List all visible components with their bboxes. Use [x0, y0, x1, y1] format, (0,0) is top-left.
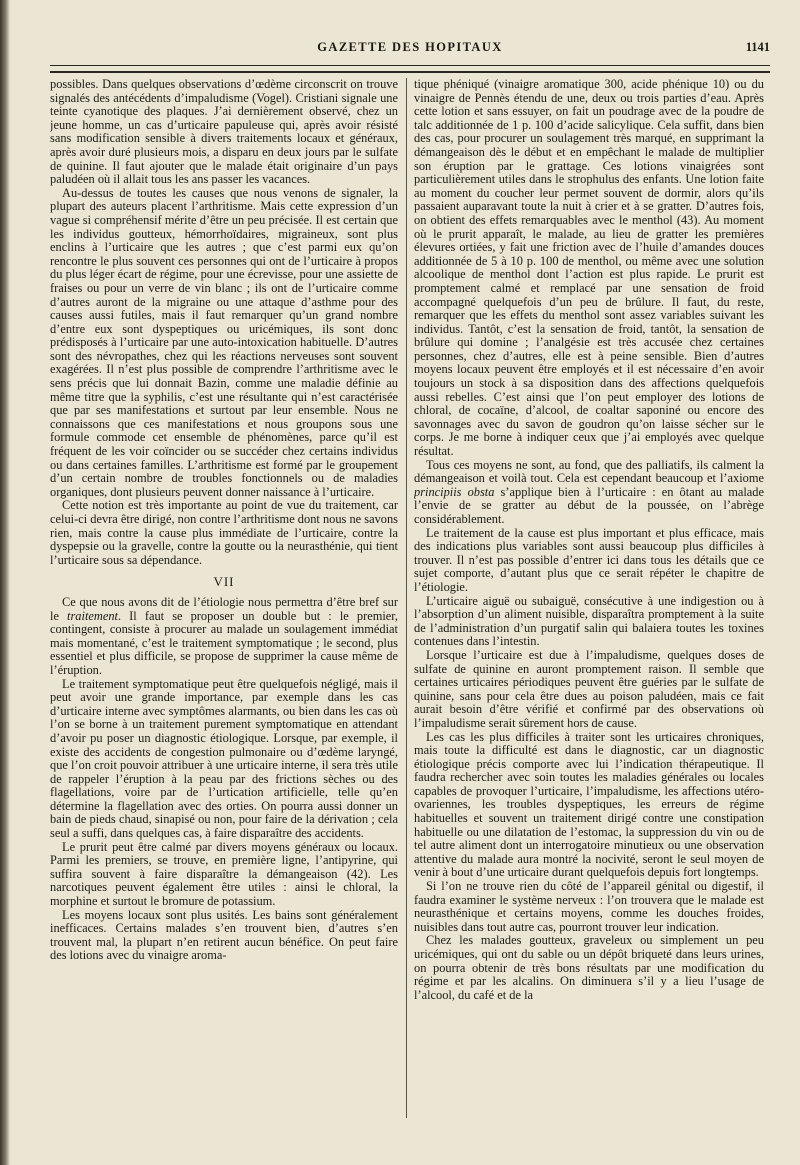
header-rule-thin [50, 65, 770, 66]
paragraph: Le traitement de la cause est plus important et plus efficace, mais des indications plus variables sont aussi beaucoup plus difficiles à trouver. Il n’est pas possible d’entrer ici dans tous les détails que ce sujet comporte, d’autant plus que ce serait répéter le chapitre de l’étiologie. [414, 525, 764, 594]
paragraph: Les cas les plus difficiles à traiter sont les urticaires chroniques, mais toute la difficulté est dans le diagnostic, car un diagnostic étiologique précis comporte avec lui l’indication thérapeutique. Il faudra rechercher avec soin toutes les maladies générales ou locales capables de provoquer l’urticaire, l’impaludisme, les affections utéro-ovariennes, les troubles dyspeptiques, les erreurs de régime habituelles et souvent un traitement dirigé contre une constipation habituelle ou une dilatation de l’estomac, la suppression du vin ou de tel autre aliment dont un interrogatoire minutieux ou une observation attentive du malade aura montré la nocivité, seront le seul moyen de venir à bout d’une urticaire durant quelquefois depuis fort longtemps. [414, 729, 764, 880]
paragraph: Lorsque l’urticaire est due à l’impaludisme, quelques doses de sulfate de quinine en auront promptement raison. Il semble que certaines urticaires périodiques peuvent être guéries par le sulfate de quinine, sans pour cela être dues au poison paludéen, mais ce fait aurait besoin d’être vérifié et confirmé par des observations où l’impaludisme serait sûrement hors de cause. [414, 647, 764, 730]
paragraph: Chez les malades goutteux, graveleux ou simplement un peu uricémiques, qui ont du sable ou un dépôt briqueté dans leurs urines, on pourra obtenir de très bons résultats par une modification du régime et par les alcalins. On diminuera s’il y a lieu l’usage de l’alcool, du café et de la [414, 933, 764, 1002]
page-number: 1141 [745, 40, 770, 54]
paragraph: tique phéniqué (vinaigre aromatique 300, acide phénique 10) ou du vinaigre de Pennès étendu de une, deux ou trois parties d’eau. Après cette lotion et sans essuyer, on fait un poudrage avec de la poudre de talc additionnée de 1 p. 100 d’acide salicylique. Cela suffit, dans bien des cas, pour procurer un soulagement très marqué, en supprimant la démangeaison dès le début et en empêchant le malade de multiplier son éruption par le grattage. Ces lotions vinaigrées sont particulièrement utiles dans le strophulus des enfants. Une lotion faite au moment du coucher leur permet souvent de dormir, alors qu’ils passaient auparavant toute la nuit à crier et à se gratter. D’autres fois, on obtient des effets remarquables avec le menthol (43). Au moment où le prurit apparaît, le malade, au lieu de gratter les premières élevures ortiées, y fait une friction avec de l’huile d’amandes douces additionnée de 5 à 10 p. 100 de menthol, ou même avec une solution alcoolique de menthol dont l’action est plus rapide. Le prurit est promptement calmé et remplacé par une sensation de froid accompagné quelquefois d’un peu de brûlure. Il faut, du reste, remarquer que les effets du menthol sont assez variables suivant les individus. Tantôt, c’est la sensation de froid, tantôt, la sensation de brûlure qui domine ; l’analgésie est très accusée chez certaines personnes, chez d’autres, elle est à peine sensible. Bien d’autres moyens locaux peuvent être employés et il est nécessaire d’en avoir toujours un stock à sa disposition dans des affections quelquefois aussi rebelles. C’est ainsi que l’on peut employer des lotions de chloral, de cocaïne, d’alcool, de coaltar saponiné ou encore des savonnages avec du savon de goudron qu’on laisse sécher sur le corps. Je me borne à indiquer ceux que j’ai employés avec quelque résultat. [414, 78, 764, 459]
left-column [50, 78, 398, 1118]
paragraph: Le traitement symptomatique peut être quelquefois négligé, mais il peut avoir une grande importance, par exemple dans les cas d’urticaire interne avec symptômes alarmants, ou bien dans les cas où l’on se borne à un traitement purement symptomatique en attendant d’avoir pu poser un diagnostic étiologique. Lorsque, par exemple, il existe des accidents de congestion pulmonaire ou d’œdème laryngé, que l’on croit pouvoir attribuer à une urticaire interne, il sera très utile de rappeler l’éruption à la peau par des frictions sèches ou des flagellations, voire par de l’urtication artificielle, telle qu’en détermine la flagellation avec des orties. On pourra aussi donner un bain de pieds chaud, sinapisé ou non, pour faire de la dérivation ; cela seul a suffi, dans quelques cas, à faire disparaître des accidents. [50, 676, 398, 841]
paragraph: Cette notion est très importante au point de vue du traitement, car celui-ci devra être dirigé, non contre l’arthritisme dont nous ne savons rien, mais contre la cause plus immédiate de l’urticaire, contre la dyspepsie ou la gravelle, contre la goutte ou la neurasthénie, qui tient l’urticaire sous sa dépendance. [50, 498, 398, 567]
journal-title: GAZETTE DES HOPITAUX [317, 40, 503, 54]
running-header [50, 40, 770, 60]
emphasis-text: traitement [67, 608, 118, 623]
paragraph: possibles. Dans quelques observations d’œdème circonscrit on trouve signalés des antécédents d’impaludisme (Vogel). Cristiani signale une teinte cyanotique des plaques. J’ai dernièrement observé, chez un jeune homme, un cas d’urticaire papuleuse qui, après avoir résisté sans modification sensible à divers traitements locaux et généraux, après avoir duré plusieurs mois, a disparu en deux jours par le sulfate de quinine. Il faut ajouter que le malade était originaire d’un pays paludéen où il allait tous les ans passer les vacances. [50, 78, 398, 187]
paragraph: Au-dessus de toutes les causes que nous venons de signaler, la plupart des auteurs placent l’arthritisme. Mais cette expression d’un vague si compréhensif mérite d’être un peu précisée. Il est certain que les individus goutteux, hémorrhoïdaires, migraineux, sont plus enclins à l’urticaire que les autres ; que c’est parmi eux qu’on rencontre le plus souvent ces personnes qui ont de l’urticaire à propos du plus léger écart de régime, pour une écrevisse, pour une assiette de fraises ou pour un verre de vin blanc ; ils ont de l’urticaire comme d’autres auront de la migraine ou une attaque d’asthme pour des causes aussi futiles, mais il faut remarquer qu’un grand nombre d’entre eux sont dyspeptiques ou uricémiques, ils sont donc prédisposés à l’urticaire par une auto-intoxication habituelle. D’autres sont des névropathes, chez qui les réactions nerveuses sont souvent exagérées. Il n’est plus possible de comprendre l’arthritisme avec le sens précis que lui donnait Bazin, comme une maladie définie au même titre que la syphilis, c’est une résultante qui n’est caractérisée que par ses manifestations et surtout par leur ensemble. Nous ne connaissons que ces manifestations et nous groupons sous une formule commode cet ensemble de phénomènes, parce qu’il est fréquent de les voir coïncider ou se succéder chez certains individus ou dans certaines familles. L’arthritisme est formé par le groupement d’un certain nombre de troubles fonctionnels ou de maladies organiques, dont plusieurs peuvent donner naissance à l’urticaire. [50, 185, 398, 499]
text-run: s’applique bien à l’urticaire : en ôtant au malade l’envie de se gratter au début de la poussée, on l’abrège considérablement. [414, 484, 764, 526]
paragraph [50, 596, 398, 678]
paragraph: Les moyens locaux sont plus usités. Les bains sont généralement inefficaces. Certains malades s’en trouvent bien, d’autres s’en trouvent mal, la plupart n’en retirent aucun bénéfice. On peut faire des lotions avec du vinaigre aroma- [50, 907, 398, 963]
emphasis-text: principiis obsta [414, 484, 495, 499]
header-rule-thick [50, 71, 770, 73]
binding-shadow [0, 0, 10, 1165]
paragraph: Si l’on ne trouve rien du côté de l’appareil génital ou digestif, il faudra examiner le système nerveux : l’on trouvera que le malade est neurasthénique et certains moyens, comme les douches froides, nuisibles dans tout autre cas, pourront trouver leur indication. [414, 879, 764, 934]
text-run: Tous ces moyens ne sont, au fond, que des palliatifs, ils calment la démangeaison et voilà tout. Cela est cependant beaucoup et l’axiome [414, 457, 764, 486]
text-run: Ce que nous avons dit de l’étiologie nous permettra d’être bref sur le [50, 594, 398, 623]
text-run: . Il faut se proposer un double but : le premier, contingent, consiste à procurer au malade un soulagement immédiat mais momentané, c’est le traitement symptomatique ; le second, plus essentiel et plus difficile, se propose de supprimer la cause même de l’éruption. [50, 608, 398, 677]
paragraph: L’urticaire aiguë ou subaiguë, consécutive à une indigestion ou à l’absorption d’un aliment nuisible, disparaîtra promptement à la suite de l’administration d’un purgatif salin qui balaiera toutes les toxines contenues dans l’intestin. [414, 593, 764, 649]
right-column [414, 78, 764, 1118]
paragraph [414, 459, 764, 527]
column-divider [406, 78, 407, 1118]
section-heading: VII [213, 574, 235, 590]
paragraph: Le prurit peut être calmé par divers moyens généraux ou locaux. Parmi les premiers, se trouve, en première ligne, l’antipyrine, qui suffira souvent à faire disparaître la démangeaison (42). Les narcotiques peuvent également être utiles : ainsi le chloral, la morphine et surtout le bromure de potassium. [50, 839, 398, 909]
